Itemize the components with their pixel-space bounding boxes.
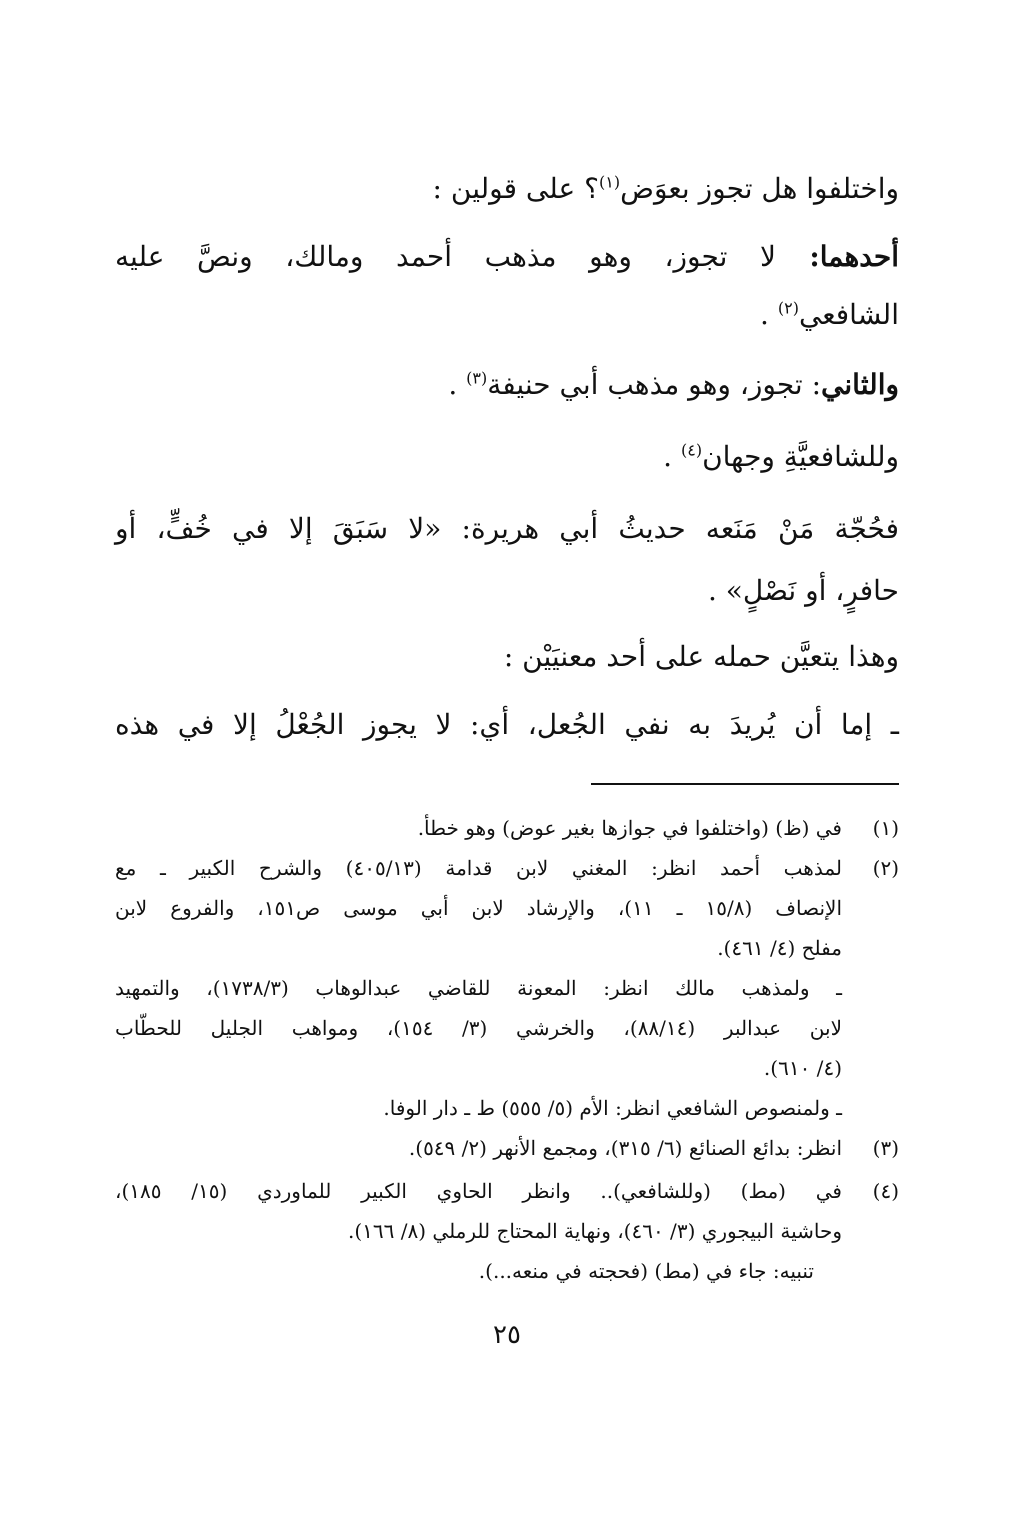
footnote-4-line-1: في (مط) (وللشافعي).. وانظر الحاوي الكبير للماوردي (١٥/ ١٨٥)، [115, 1179, 842, 1203]
footnote-2-line-4: ـ ولمذهب مالك انظر: المعونة للقاضي عبدالوهاب (١٧٣٨/٣)، والتمهيد [115, 976, 842, 1000]
footnote-2-line-2: الإنصاف (١٥/٨ ـ ١١)، والإرشاد لابن أبي موسى ص١٥١، والفروع لابن [115, 896, 842, 920]
main-line-4: والثاني: تجوز، وهو مذهب أبي حنيفة$^{(٣)}$ . [448, 368, 899, 401]
main-line-3: الشافعي$^{(٢)}$ . [760, 298, 899, 331]
main-line-7: حافرٍ، أو نَصْلٍ» . [707, 574, 899, 607]
footnote-ref-2: (٢) [777, 298, 799, 318]
main-line-8: وهذا يتعيَّن حمله على أحد معنيَيْن : [503, 640, 899, 673]
page-number: ٢٥ [493, 1320, 521, 1350]
footnote-2-line-5: لابن عبدالبر (٨٨/١٤)، والخرشي (٣/ ١٥٤)، ومواهب الجليل للحطّاب [115, 1016, 842, 1040]
footnote-1-number: (١) [872, 816, 899, 840]
footnote-2-line-6: (٤/ ٦١٠). [763, 1056, 842, 1080]
footnote-2-line-3: مفلح (٤/ ٤٦١). [717, 936, 842, 960]
main-line-5: وللشافعيَّةِ وجهان$^{(٤)}$ . [663, 440, 899, 473]
footnote-2-number: (٢) [872, 856, 899, 880]
main-line-1: واختلفوا هل تجوز بعوَض$^{(١)}$؟ على قولين : [432, 172, 899, 205]
footnote-2-line-7: ـ ولمنصوص الشافعي انظر: الأم (٥/ ٥٥٥) ط ـ دار الوفا. [383, 1096, 842, 1120]
main-line-6: فحُجّة مَنْ مَنَعه حديثُ أبي هريرة: «لا سَبَقَ إلا في خُفٍّ، أو [115, 512, 899, 545]
footnote-ref-4: (٤) [680, 440, 703, 460]
footnote-4-number: (٤) [872, 1179, 899, 1203]
footnote-2-line-1: لمذهب أحمد انظر: المغني لابن قدامة (٤٠٥/١٣) والشرح الكبير ـ مع [115, 856, 842, 880]
footnote-4-line-2: وحاشية البيجوري (٣/ ٤٦٠)، ونهاية المحتاج للرملي (٨/ ١٦٦). [347, 1219, 842, 1243]
footnote-1-line-1: في (ظ) (واختلفوا في جوازها بغير عوض) وهو خطأ. [417, 816, 842, 840]
footnote-ref-1: (١) [599, 172, 621, 192]
main-line-2: أحدهما: لا تجوز، وهو مذهب أحمد ومالك، ونصَّ عليه [115, 240, 899, 273]
footnote-3-line-1: انظر: بدائع الصنائع (٦/ ٣١٥)، ومجمع الأنهر (٢/ ٥٤٩). [408, 1136, 842, 1160]
footnote-ref-3: (٣) [466, 368, 488, 388]
footnote-separator [591, 783, 899, 785]
main-line-9: ـ إما أن يُريدَ به نفي الجُعل، أي: لا يجوز الجُعْلُ إلا في هذه [115, 708, 899, 741]
footnote-3-number: (٣) [872, 1136, 899, 1160]
footnote-4-line-3: تنبيه: جاء في (مط) (فحجته في منعه...). [478, 1259, 814, 1283]
